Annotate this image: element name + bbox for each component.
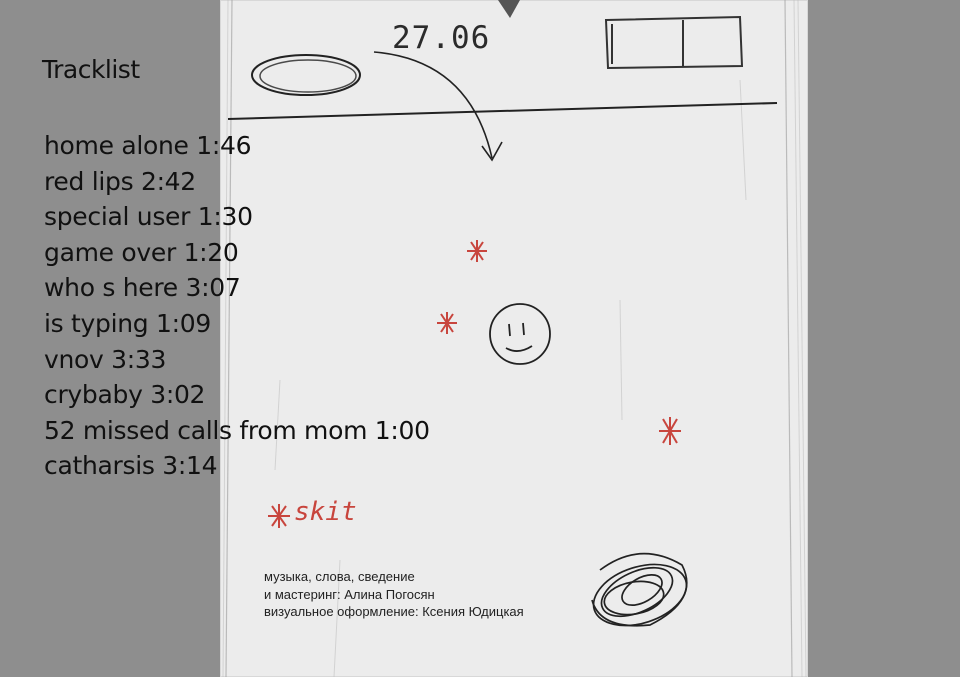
credits	[264, 568, 524, 621]
track-item: catharsis 3:14	[44, 451, 218, 481]
asterisk-icon	[437, 312, 457, 334]
track-item: 52 missed calls from mom 1:00	[44, 415, 430, 445]
page-title: Tracklist	[42, 55, 140, 84]
track-item: game over 1:20	[44, 237, 239, 267]
skit-legend-label: skit	[294, 497, 357, 527]
credits-line: визуальное оформление: Ксения Юдицкая	[264, 604, 524, 619]
asterisk-icon	[659, 417, 681, 445]
track-item: vnov 3:33	[44, 344, 167, 374]
track-item: special user 1:30	[44, 202, 253, 232]
credits-line: музыка, слова, сведение	[264, 569, 415, 584]
date-label: 27.06	[392, 20, 491, 56]
track-item: red lips 2:42	[44, 166, 196, 196]
asterisk-icon	[268, 504, 290, 528]
credits-line: и мастеринг: Алина Погосян	[264, 586, 435, 602]
track-item: home alone 1:46	[44, 131, 252, 160]
track-item: is typing 1:09	[44, 308, 211, 338]
track-item: who s here 3:07	[44, 273, 241, 303]
asterisk-icon	[467, 240, 487, 262]
track-item: crybaby 3:02	[44, 380, 206, 410]
